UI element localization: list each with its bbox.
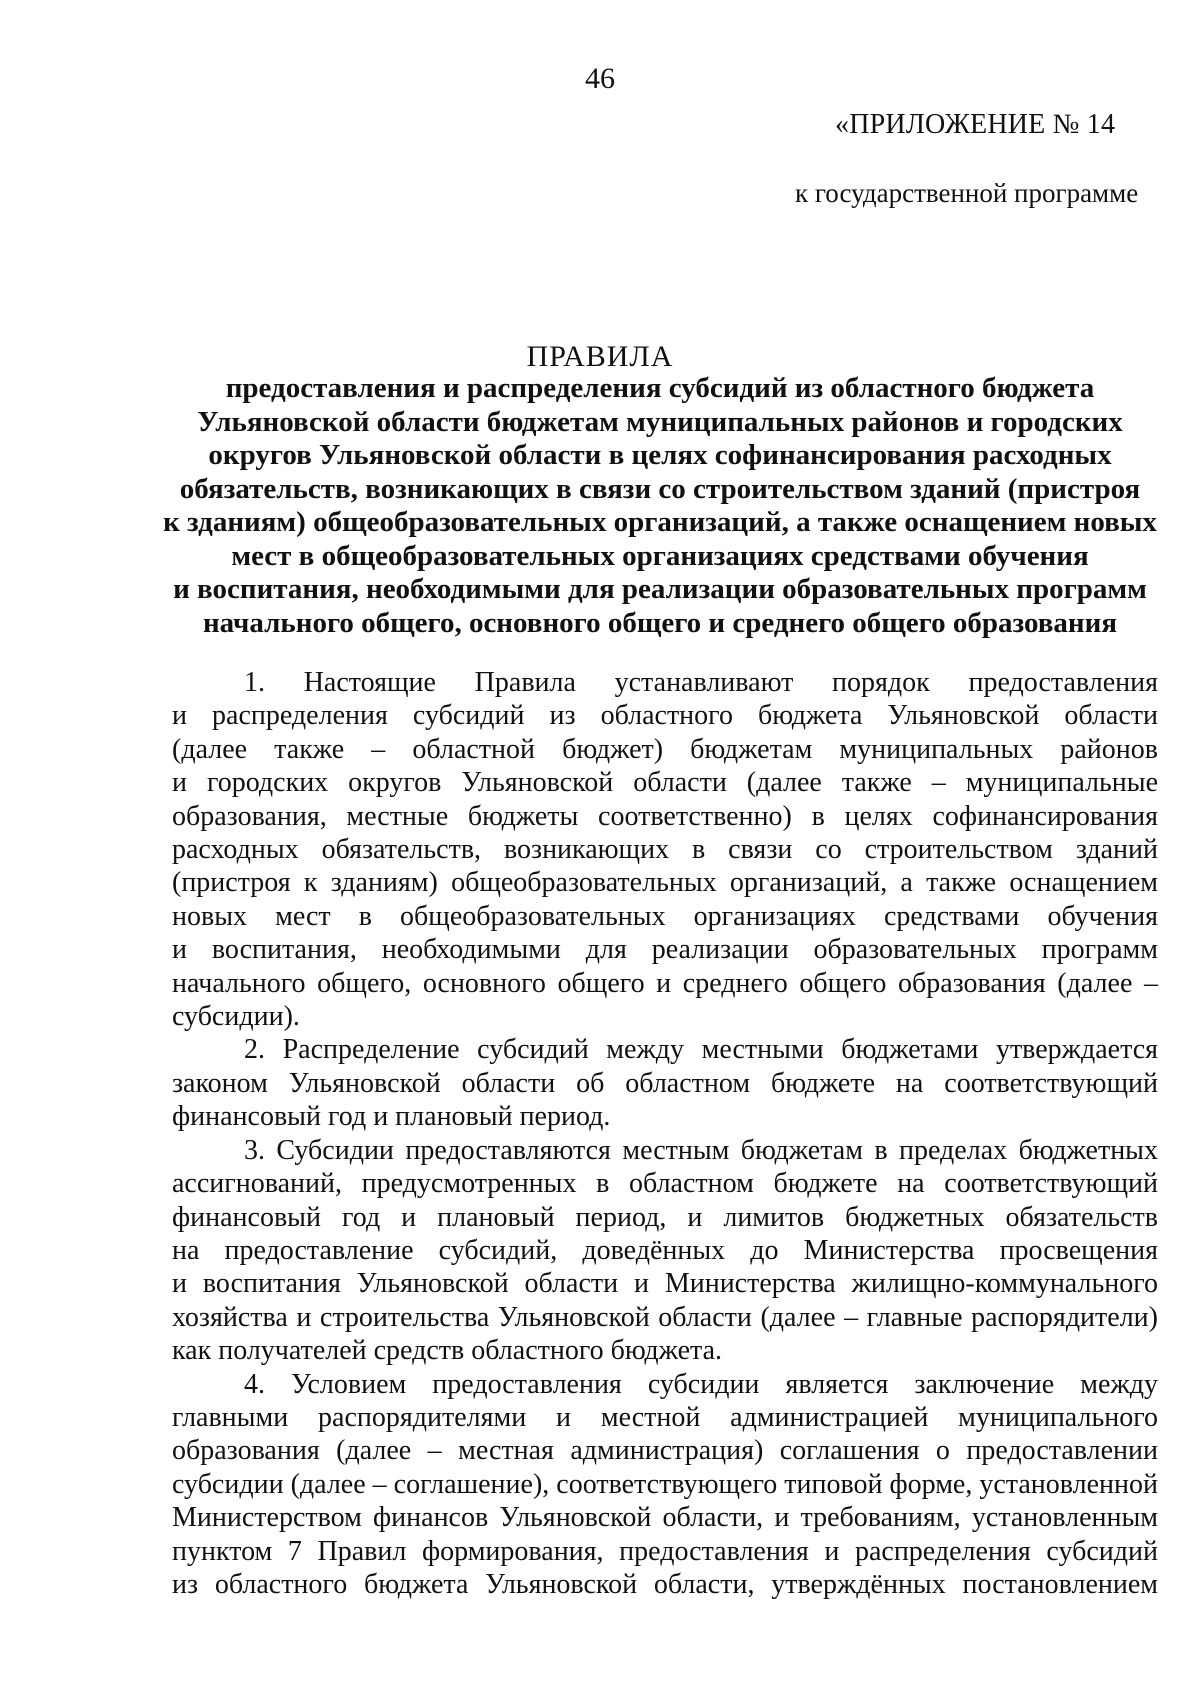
subtitle-line: Ульяновской области бюджетам муниципальных районов и городских: [197, 405, 1123, 438]
appendix-title: «ПРИЛОЖЕНИЕ № 14: [835, 109, 1116, 140]
text-line: главными распорядителями и местной администрацией муниципального: [172, 1401, 1158, 1433]
text-line: начального общего, основного общего и среднего общего образования (далее –: [172, 967, 1158, 999]
text-line: (далее также – областной бюджет) бюджетам муниципальных районов: [172, 733, 1158, 765]
appendix-subtitle: к государственной программе: [795, 178, 1139, 208]
text-line: 2. Распределение субсидий между местными бюджетами утверждается: [244, 1034, 1158, 1066]
text-line: и воспитания, необходимыми для реализации образовательных программ: [172, 934, 1158, 966]
text-line: Министерством финансов Ульяновской области, и требованиям, установленным: [172, 1502, 1158, 1534]
text-line: 3. Субсидии предоставляются местным бюджетам в пределах бюджетных: [244, 1134, 1158, 1166]
text-line: законом Ульяновской области об областном бюджете на соответствующий: [172, 1067, 1158, 1099]
text-line: расходных обязательств, возникающих в связи со строительством зданий: [172, 834, 1158, 866]
document-title: ПРАВИЛА: [526, 340, 674, 373]
text-line: ассигнований, предусмотренных в областном бюджете на соответствующий: [172, 1168, 1158, 1200]
text-line: и городских округов Ульяновской области (далее также – муниципальные: [172, 767, 1158, 799]
subtitle-line: предоставления и распределения субсидий из областного бюджета: [225, 372, 1095, 404]
text-line: 1. Настоящие Правила устанавливают порядок предоставления: [244, 667, 1158, 698]
page-number: 46: [585, 62, 615, 95]
text-line: новых мест в общеобразовательных организациях средствами обучения: [172, 900, 1158, 932]
text-line: как получателей средств областного бюджета.: [172, 1335, 723, 1367]
text-line: финансовый год и плановый период.: [172, 1101, 611, 1133]
text-line: субсидии).: [172, 1001, 300, 1033]
paragraph-4: [172, 1368, 1158, 1602]
text-line: образования (далее – местная администрация) соглашения о предоставлении: [172, 1435, 1158, 1467]
subtitle-line: мест в общеобразовательных организациях средствами обучения: [231, 539, 1089, 572]
text-line: субсидии (далее – соглашение), соответствующего типовой форме, установленной: [172, 1468, 1158, 1500]
text-line: и распределения субсидий из областного бюджета Ульяновской области: [172, 700, 1158, 732]
text-line: и воспитания Ульяновской области и Министерства жилищно-коммунального: [172, 1268, 1158, 1300]
subtitle-line: обязательств, возникающих в связи со строительством зданий (пристроя: [179, 472, 1141, 505]
text-line: хозяйства и строительства Ульяновской области (далее – главные распорядители): [172, 1301, 1158, 1333]
subtitle-line: округов Ульяновской области в целях софинансирования расходных: [208, 439, 1112, 471]
document-body: [172, 666, 1158, 1601]
subtitle-line: начального общего, основного общего и среднего общего образования: [202, 606, 1118, 639]
text-line: финансовый год и плановый период, и лимитов бюджетных обязательств: [172, 1201, 1158, 1233]
text-line: на предоставление субсидий, доведённых до Министерства просвещения: [172, 1234, 1158, 1266]
subtitle-line: к зданиям) общеобразовательных организаций, а также оснащением новых: [163, 506, 1157, 538]
text-line: пунктом 7 Правил формирования, предоставления и распределения субсидий: [172, 1535, 1158, 1567]
text-line: из областного бюджета Ульяновской области, утверждённых постановлением: [172, 1568, 1158, 1600]
text-line: (пристроя к зданиям) общеобразовательных организаций, а также оснащением: [172, 867, 1158, 899]
document-subtitle: [160, 372, 1160, 640]
subtitle-line: и воспитания, необходимыми для реализации образовательных программ: [173, 573, 1147, 605]
text-line: 4. Условием предоставления субсидии является заключение между: [244, 1368, 1158, 1400]
paragraph-3: [172, 1134, 1158, 1368]
text-line: образования, местные бюджеты соответственно) в целях софинансирования: [172, 800, 1158, 832]
paragraph-1: [172, 666, 1158, 1033]
paragraph-2: [172, 1033, 1158, 1133]
